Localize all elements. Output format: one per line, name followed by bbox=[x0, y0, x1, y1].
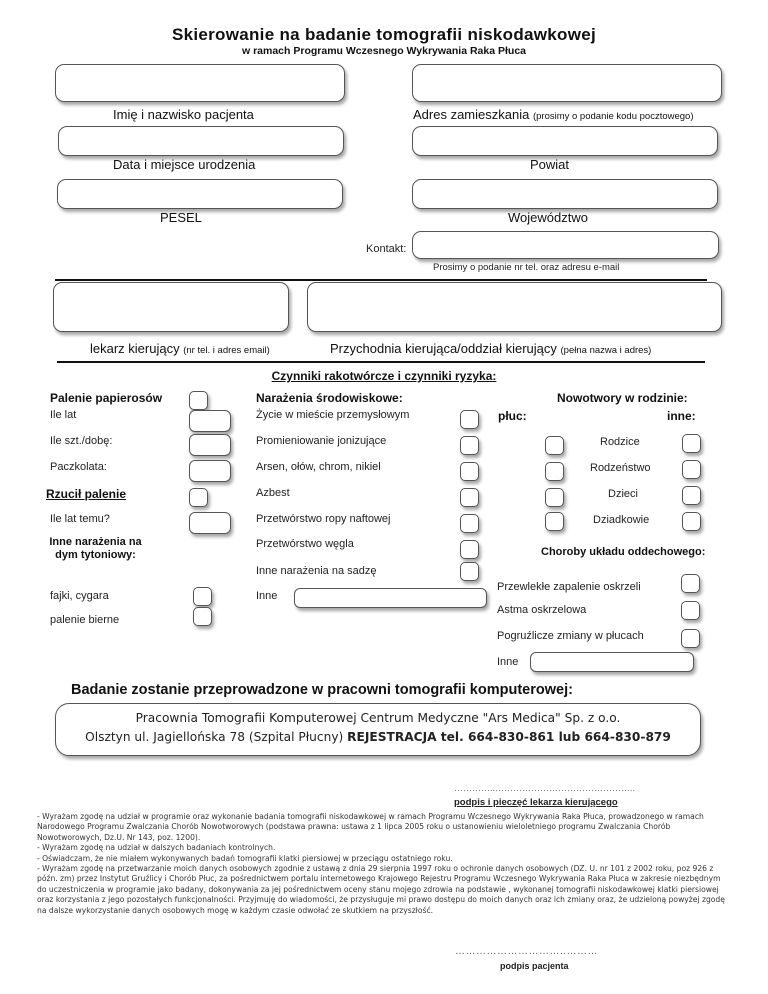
form-subtitle: w ramach Programu Wczesnego Wykrywania Raka Płuca bbox=[242, 45, 526, 57]
respiratory-item-label: Pogruźlicze zmiany w płucach bbox=[497, 630, 644, 642]
referring-clinic-label-note: (pełna nazwa i adres) bbox=[560, 345, 652, 356]
env-item-label: Arsen, ołów, chrom, nikiel bbox=[256, 461, 381, 473]
facility-intro: Badanie zostanie przeprowadzone w pracowni tomografii komputerowej: bbox=[71, 682, 573, 698]
env-item-label: Przetwórstwo węgla bbox=[256, 538, 354, 550]
respiratory-other-label: Inne bbox=[497, 656, 519, 668]
consent-text bbox=[37, 812, 727, 916]
env-item-checkbox[interactable] bbox=[460, 436, 479, 455]
family-other-checkbox[interactable] bbox=[682, 486, 701, 505]
pesel-label: PESEL bbox=[160, 210, 202, 225]
consent-paragraph: - Oświadczam, że nie miałem wykonywanych badań tomografii klatki piersiowej w przeciągu ostatniego roku. bbox=[37, 853, 453, 863]
respiratory-item-checkbox[interactable] bbox=[681, 601, 700, 620]
risk-section-title: Czynniki rakotwórcze i czynniki ryzyka: bbox=[271, 369, 497, 383]
env-item-label: Promieniowanie jonizujące bbox=[256, 435, 387, 447]
contact-note: Prosimy o podanie nr tel. oraz adresu e-mail bbox=[433, 262, 620, 273]
env-other-field[interactable] bbox=[294, 588, 487, 608]
address-field[interactable] bbox=[412, 64, 722, 102]
family-lung-header: płuc: bbox=[498, 409, 527, 423]
years-ago-field[interactable] bbox=[189, 512, 231, 534]
county-label: Powiat bbox=[530, 157, 570, 172]
family-relative-label: Dziadkowie bbox=[593, 514, 650, 526]
address-label-text: Adres zamieszkania bbox=[413, 107, 530, 122]
referring-doctor-label bbox=[90, 341, 270, 356]
address-label-note: (prosimy o podanie kodu pocztowego) bbox=[532, 111, 694, 122]
env-item-checkbox[interactable] bbox=[460, 488, 479, 507]
contact-label: Kontakt: bbox=[366, 243, 407, 255]
family-cancer-header: Nowotwory w rodzinie: bbox=[557, 391, 688, 405]
referring-clinic-field[interactable] bbox=[307, 282, 722, 332]
birth-field[interactable] bbox=[58, 126, 344, 156]
env-item-label: Azbest bbox=[256, 487, 290, 499]
smoking-years-field[interactable] bbox=[189, 410, 231, 432]
form-title: Skierowanie na badanie tomografii niskodawkowej bbox=[171, 25, 597, 44]
smoking-years-label: Ile lat bbox=[50, 409, 77, 421]
family-lung-checkbox[interactable] bbox=[545, 462, 564, 481]
other-smoke-header: Inne narażenia na dym tytoniowy: bbox=[49, 536, 142, 561]
quit-smoking-label: Rzucił palenie bbox=[46, 487, 127, 501]
referring-doctor-label-text: lekarz kierujący bbox=[90, 341, 180, 356]
divider-middle bbox=[57, 361, 705, 363]
env-item-checkbox[interactable] bbox=[460, 410, 479, 429]
patient-signature-line: …………………………..……… bbox=[455, 946, 599, 957]
referring-clinic-label-text: Przychodnia kierująca/oddział kierujący bbox=[330, 341, 557, 356]
family-other-checkbox[interactable] bbox=[682, 512, 701, 531]
family-lung-checkbox[interactable] bbox=[545, 512, 564, 531]
passive-smoking-label: palenie bierne bbox=[50, 614, 120, 626]
referring-doctor-field[interactable] bbox=[53, 282, 289, 332]
patient-name-label: Imię i nazwisko pacjenta bbox=[113, 107, 254, 122]
family-other-checkbox[interactable] bbox=[682, 434, 701, 453]
pack-years-label: Paczkolata: bbox=[50, 461, 107, 473]
patient-name-field[interactable] bbox=[55, 64, 345, 102]
years-ago-label: Ile lat temu? bbox=[50, 513, 110, 525]
facility-line-1: Pracownia Tomografii Komputerowej Centrum Medyczne "Ars Medica" Sp. z o.o. bbox=[135, 711, 621, 725]
env-other-label: Inne bbox=[256, 590, 278, 602]
family-relative-label: Rodzeństwo bbox=[590, 462, 651, 474]
patient-signature-label: podpis pacjenta bbox=[500, 961, 569, 971]
family-lung-checkbox[interactable] bbox=[545, 436, 564, 455]
referring-clinic-label bbox=[330, 341, 651, 356]
smoking-per-day-label: Ile szt./dobę: bbox=[50, 435, 113, 447]
pesel-field[interactable] bbox=[57, 179, 343, 209]
smoking-per-day-field[interactable] bbox=[189, 434, 231, 456]
respiratory-header: Choroby układu oddechowego: bbox=[541, 546, 706, 558]
family-relative-label: Rodzice bbox=[600, 436, 640, 448]
facility-registration-phone: REJESTRACJA tel. 664-830-861 lub 664-830-879 bbox=[347, 730, 671, 744]
respiratory-item-checkbox[interactable] bbox=[681, 574, 700, 593]
consent-paragraph: - Wyrażam zgodę na udział w programie oraz wykonanie badania tomografii niskodawkowej w ramach Programu Wczesnego Wykrywania Raka Płuca, prowadzonego w ramach Narodowego Programu Zwalczania Chorób Nowotworowych (podstawa prawna: ustawa z 1 lipca 2005 roku o ustanowieniu wieloletniego programu Zwalczania Chorób Nowotworowych, Dz.U. Nr 143, poz. 1200). bbox=[37, 812, 704, 842]
consent-paragraph: - Wyrażam zgodę na udział w dalszych badaniach kontrolnych. bbox=[37, 843, 276, 853]
facility-address: Olsztyn ul. Jagiellońska 78 (Szpital Płucny) bbox=[85, 730, 348, 744]
respiratory-other-field[interactable] bbox=[530, 652, 694, 672]
family-lung-checkbox[interactable] bbox=[545, 488, 564, 507]
consent-paragraph: - Wyrażam zgodę na przetwarzanie moich danych osobowych zgodnie z ustawą z dnia 29 sierpnia 1997 roku o ochronie danych osobowych (DZ. U. nr 101 z 2002 roku, poz 926 z późn. zm) przez Instytut Gruźlicy i Chorób Płuc, za pośrednictwem portalu internetowego Krajowego Rejestru Programu Wczesnego Wykrywania Raka Płuca w zakresie niezbędnym do uczestniczenia w programie jako badany, dokonywania za jej pośrednictwem oceny stanu mojego zdrowia na podstawie , wykonanej tomografii niskodawkowej klatki piersiowej oraz korzystania z jego pozostałych funkcjonalności. Przyjmuję do wiadomości, że przysługuje mi prawo dostępu do moich danych oraz ich zmiany oraz, że udzieloną powyżej zgodę na dalsze wykorzystanie danych osobowych mogę w każdym czasie odwołać ze skutkiem na przyszłość. bbox=[37, 864, 725, 915]
county-field[interactable] bbox=[412, 126, 718, 156]
respiratory-item-checkbox[interactable] bbox=[681, 629, 700, 648]
quit-smoking-checkbox[interactable] bbox=[189, 488, 208, 507]
env-item-label: Inne narażenia na sadzę bbox=[256, 565, 377, 577]
family-relative-label: Dzieci bbox=[608, 488, 638, 500]
pipes-label: fajki, cygara bbox=[50, 590, 109, 602]
birth-label: Data i miejsce urodzenia bbox=[113, 157, 256, 172]
smoking-header: Palenie papierosów bbox=[50, 391, 163, 405]
env-item-label: Życie w mieście przemysłowym bbox=[256, 409, 410, 421]
env-item-checkbox[interactable] bbox=[460, 462, 479, 481]
environmental-header: Narażenia środowiskowe: bbox=[256, 391, 403, 405]
env-item-checkbox[interactable] bbox=[460, 562, 479, 581]
voivodeship-label: Województwo bbox=[508, 210, 588, 225]
env-item-checkbox[interactable] bbox=[460, 540, 479, 559]
contact-field[interactable] bbox=[412, 231, 719, 259]
address-label bbox=[413, 107, 694, 122]
doctor-signature-label: podpis i pieczęć lekarza kierującego bbox=[454, 797, 618, 808]
divider-top bbox=[55, 279, 707, 281]
voivodeship-field[interactable] bbox=[412, 179, 718, 209]
passive-smoking-checkbox[interactable] bbox=[193, 607, 212, 626]
env-item-checkbox[interactable] bbox=[460, 514, 479, 533]
env-item-label: Przetwórstwo ropy naftowej bbox=[256, 513, 391, 525]
respiratory-item-label: Astma oskrzelowa bbox=[497, 604, 587, 616]
referring-doctor-label-note: (nr tel. i adres email) bbox=[183, 345, 270, 356]
facility-line-2 bbox=[55, 730, 701, 744]
respiratory-item-label: Przewlekłe zapalenie oskrzeli bbox=[497, 581, 641, 593]
pack-years-field[interactable] bbox=[189, 460, 231, 482]
smoking-checkbox[interactable] bbox=[189, 391, 208, 410]
family-other-header: inne: bbox=[667, 409, 696, 423]
family-other-checkbox[interactable] bbox=[682, 460, 701, 479]
pipes-checkbox[interactable] bbox=[193, 587, 212, 606]
doctor-signature-line: …………..……………………………………….. bbox=[454, 783, 636, 793]
